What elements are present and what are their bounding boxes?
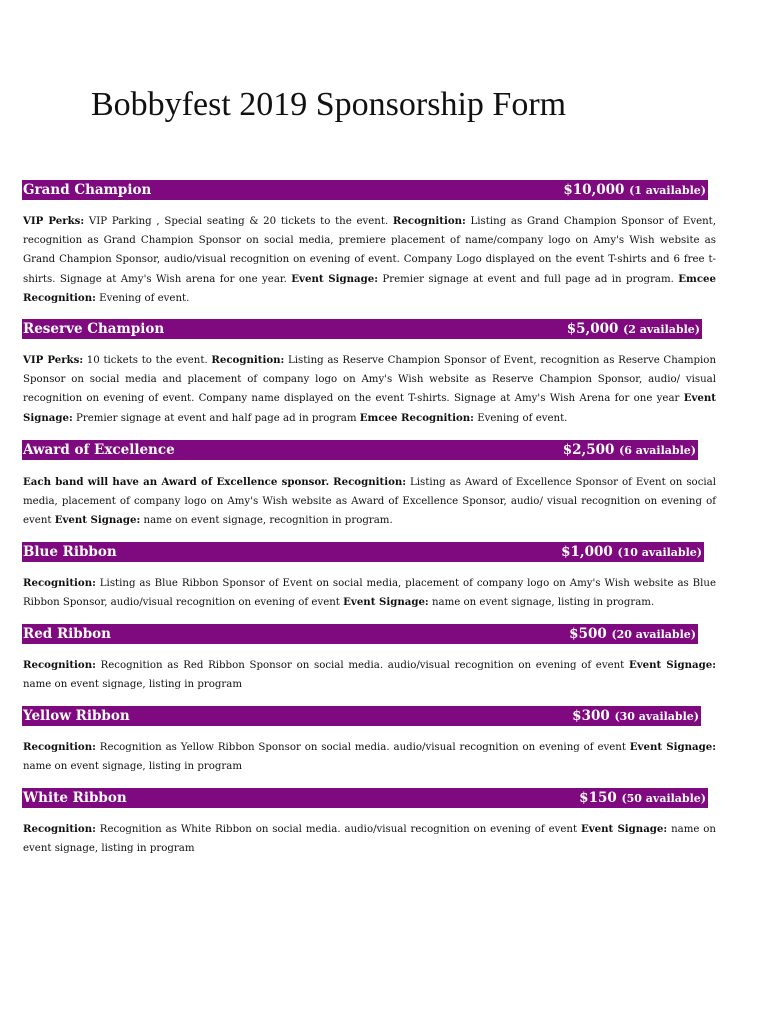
tier-availability: (30 available) — [614, 709, 699, 723]
tier-description-reserve-champion: VIP Perks: 10 tickets to the event. Recognition: Listing as Reserve Champion Sponsor of Event, recognition as Reserve Champion Sponsor on social media and placement of company logo on Amy's Wish website as Reserve Champion Sponsor, audio/ visual recognition on evening of event. Company name displayed on the event T-shirts. Signage at Amy's Wish Arena for one year Event Signage: Premier signage at event and half page ad in program Emcee Recognition: Evening of event. — [23, 354, 717, 424]
tier-price: $1,000 — [561, 543, 613, 560]
tier-name: Reserve Champion — [23, 321, 165, 337]
tier-availability: (2 available) — [623, 322, 700, 336]
tier-price: $10,000 — [563, 181, 625, 198]
tier-bar-blue-ribbon — [22, 542, 704, 562]
tier-description-red-ribbon: Recognition: Recognition as Red Ribbon Sponsor on social media. audio/visual recognition on evening of event Event Signage: name on event signage, listing in program — [23, 659, 716, 691]
tier-bar-white-ribbon — [22, 788, 708, 808]
tier-price: $150 — [579, 789, 617, 806]
tier-description-grand-champion: VIP Perks: VIP Parking , Special seating & 20 tickets to the event. Recognition: Listing as Grand Champion Sponsor of Event, recognition as Grand Champion Sponsor on social media, premiere placement of name/company logo on Amy's Wish website as Grand Champion Sponsor, audio/visual recognition on evening of event. Company Logo displayed on the event T-shirts and 6 free t-shirts. Signage at Amy's Wish arena for one year. Event Signage: Premier signage at event and full page ad in program. Emcee Recognition: Evening of event. — [23, 215, 716, 304]
tier-name: Red Ribbon — [23, 626, 111, 642]
tier-price: $300 — [572, 707, 610, 724]
tier-bar-red-ribbon — [22, 624, 698, 644]
tier-name: White Ribbon — [23, 790, 127, 806]
tier-availability: (50 available) — [621, 791, 706, 805]
tier-price: $500 — [569, 625, 607, 642]
tier-availability: (20 available) — [611, 627, 696, 641]
tier-name: Award of Excellence — [23, 442, 175, 458]
tier-description-yellow-ribbon: Recognition: Recognition as Yellow Ribbon Sponsor on social media. audio/visual recognition on evening of event Event Signage: name on event signage, listing in program — [23, 741, 716, 773]
tier-description-blue-ribbon: Recognition: Listing as Blue Ribbon Sponsor of Event on social media, placement of company logo on Amy's Wish website as Blue Ribbon Sponsor, audio/visual recognition on evening of event Event Signage: name on event signage, listing in program. — [23, 577, 716, 609]
tier-description-white-ribbon: Recognition: Recognition as White Ribbon on social media. audio/visual recognition on evening of event Event Signage: name on event signage, listing in program — [23, 823, 716, 855]
tier-availability: (10 available) — [617, 545, 702, 559]
tier-name: Blue Ribbon — [23, 544, 117, 560]
tier-bar-yellow-ribbon — [22, 706, 701, 726]
tier-name: Grand Champion — [23, 182, 152, 198]
tier-bar-reserve-champion — [22, 319, 702, 339]
page-title: Bobbyfest 2019 Sponsorship Form — [91, 86, 567, 123]
tier-price: $2,500 — [562, 441, 615, 458]
tier-bar-award-of-excellence — [22, 440, 698, 460]
tier-availability: (6 available) — [619, 443, 696, 457]
tier-price: $5,000 — [566, 320, 619, 337]
tier-description-award-of-excellence: Each band will have an Award of Excellence sponsor. Recognition: Listing as Award of Excellence Sponsor of Event on social media, placement of company logo on Amy's Wish website as Award of Excellence Sponsor, audio/ visual recognition on evening of event Event Signage: name on event signage, recognition in program. — [23, 476, 716, 527]
tier-availability: (1 available) — [629, 183, 706, 197]
tier-name: Yellow Ribbon — [23, 708, 130, 724]
tier-bar-grand-champion — [22, 180, 708, 200]
